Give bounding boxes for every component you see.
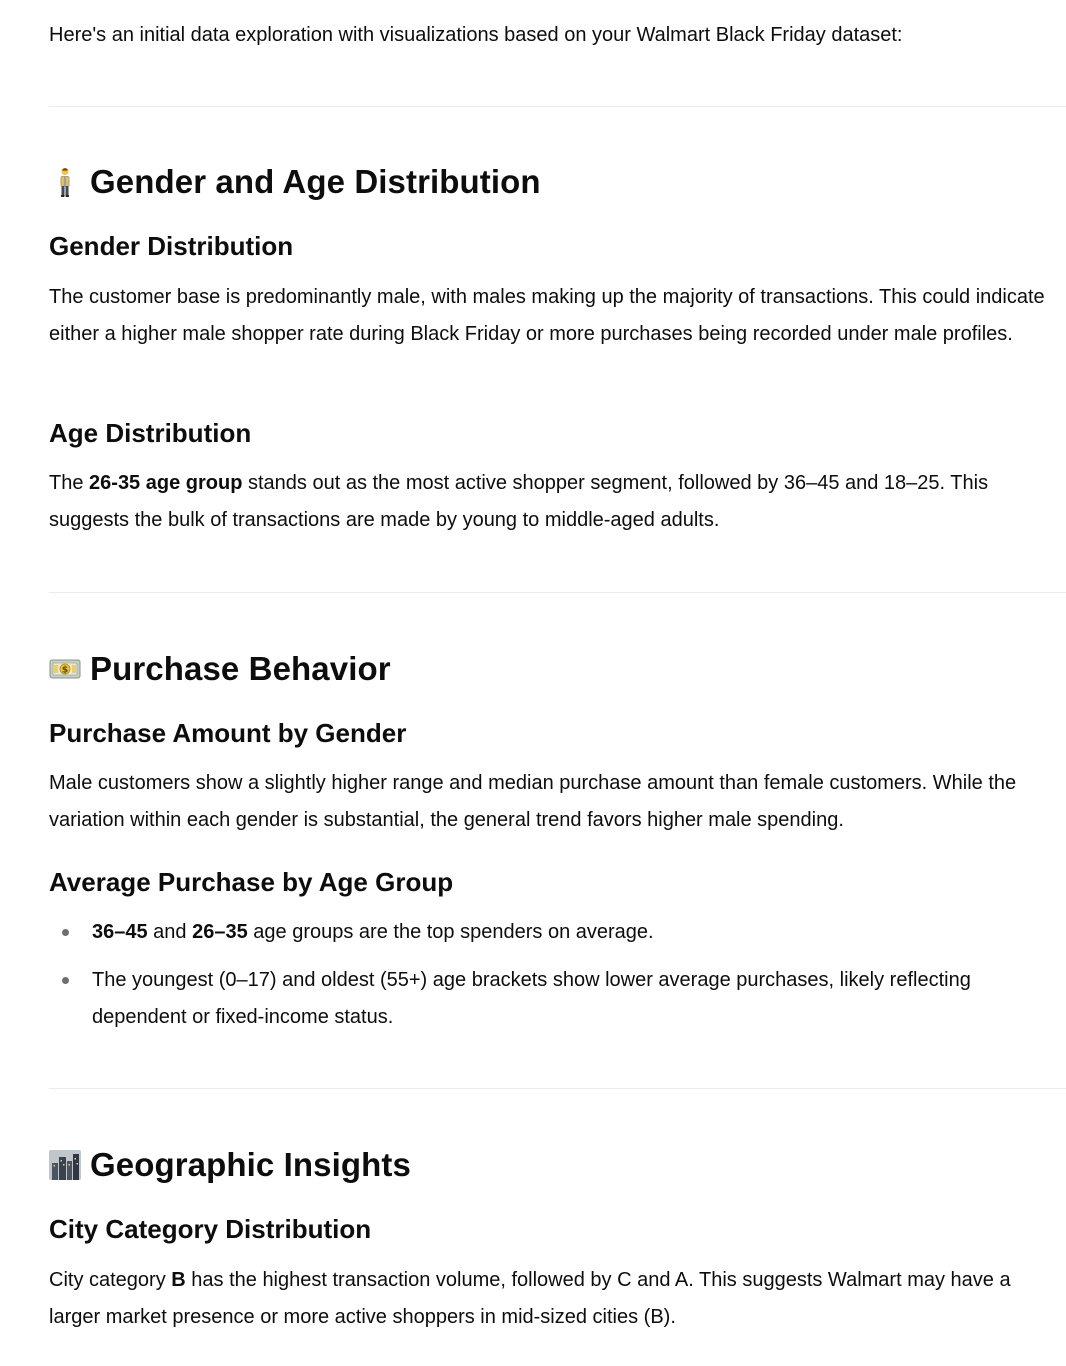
text-span: stands out as the most active shopper segment, followed by 36–45 and 18–25. This suggests the bulk of transactions are made by young to middle-aged adults. [49,472,989,531]
section-heading-text: Geographic Insights [90,1146,411,1183]
text-span: has the highest transaction volume, followed by C and A. This suggests Walmart may have a larger market presence or more active shoppers in mid-sized cities (B). [49,1269,1011,1328]
text-span: age groups are the top spenders on average. [247,921,654,943]
subheading-avg-purchase-by-age: Average Purchase by Age Group [49,867,454,897]
text-span: and [147,921,193,943]
text-span: The youngest (0–17) and oldest (55+) age brackets show lower average purchases, likely reflecting dependent or fixed-income status. [92,969,971,1028]
section-heading-purchase-behavior [49,649,391,689]
section-heading-text: Gender and Age Distribution [90,163,541,200]
bullet-dot [62,977,69,984]
section-divider [49,1088,1066,1089]
cityscape-icon [49,1149,81,1181]
bold-text: 26-35 age group [89,472,243,494]
section-heading-text: Purchase Behavior [90,650,391,687]
bold-text: 26–35 [192,921,248,943]
subheading-age-distribution: Age Distribution [49,418,252,448]
text-span: City category [49,1269,172,1291]
text-span: The [49,472,90,494]
paragraph-purchase-by-gender: Male customers show a slightly higher range and median purchase amount than female customers. While the variation within each gender is substantial, the general trend favors higher male spending. [49,772,1017,831]
subheading-purchase-by-gender: Purchase Amount by Gender [49,718,407,748]
bullet-dot [62,929,69,936]
list-item [49,962,1066,1036]
section-divider [49,106,1066,107]
person-standing-icon [49,166,81,198]
paragraph-age-distribution [49,465,1066,539]
paragraph-gender-distribution: The customer base is predominantly male, with males making up the majority of transactions. This could indicate either a higher male shopper rate during Black Friday or more purchases being recorded under male profiles. [49,286,1045,345]
svg-text:$: $ [61,665,69,676]
intro-text: Here's an initial data exploration with visualizations based on your Walmart Black Friday dataset: [49,24,903,46]
section-heading-demographics [49,162,541,202]
paragraph-city-category [49,1262,1066,1336]
section-heading-geographic-insights [49,1145,411,1185]
subheading-city-category: City Category Distribution [49,1214,372,1244]
money-bill-icon [49,653,81,685]
bullet-list [49,914,1066,1047]
bold-text: B [171,1269,186,1291]
bold-text: 36–45 [92,921,148,943]
subheading-gender-distribution: Gender Distribution [49,231,294,261]
section-divider [49,592,1066,593]
list-item [49,914,1066,951]
